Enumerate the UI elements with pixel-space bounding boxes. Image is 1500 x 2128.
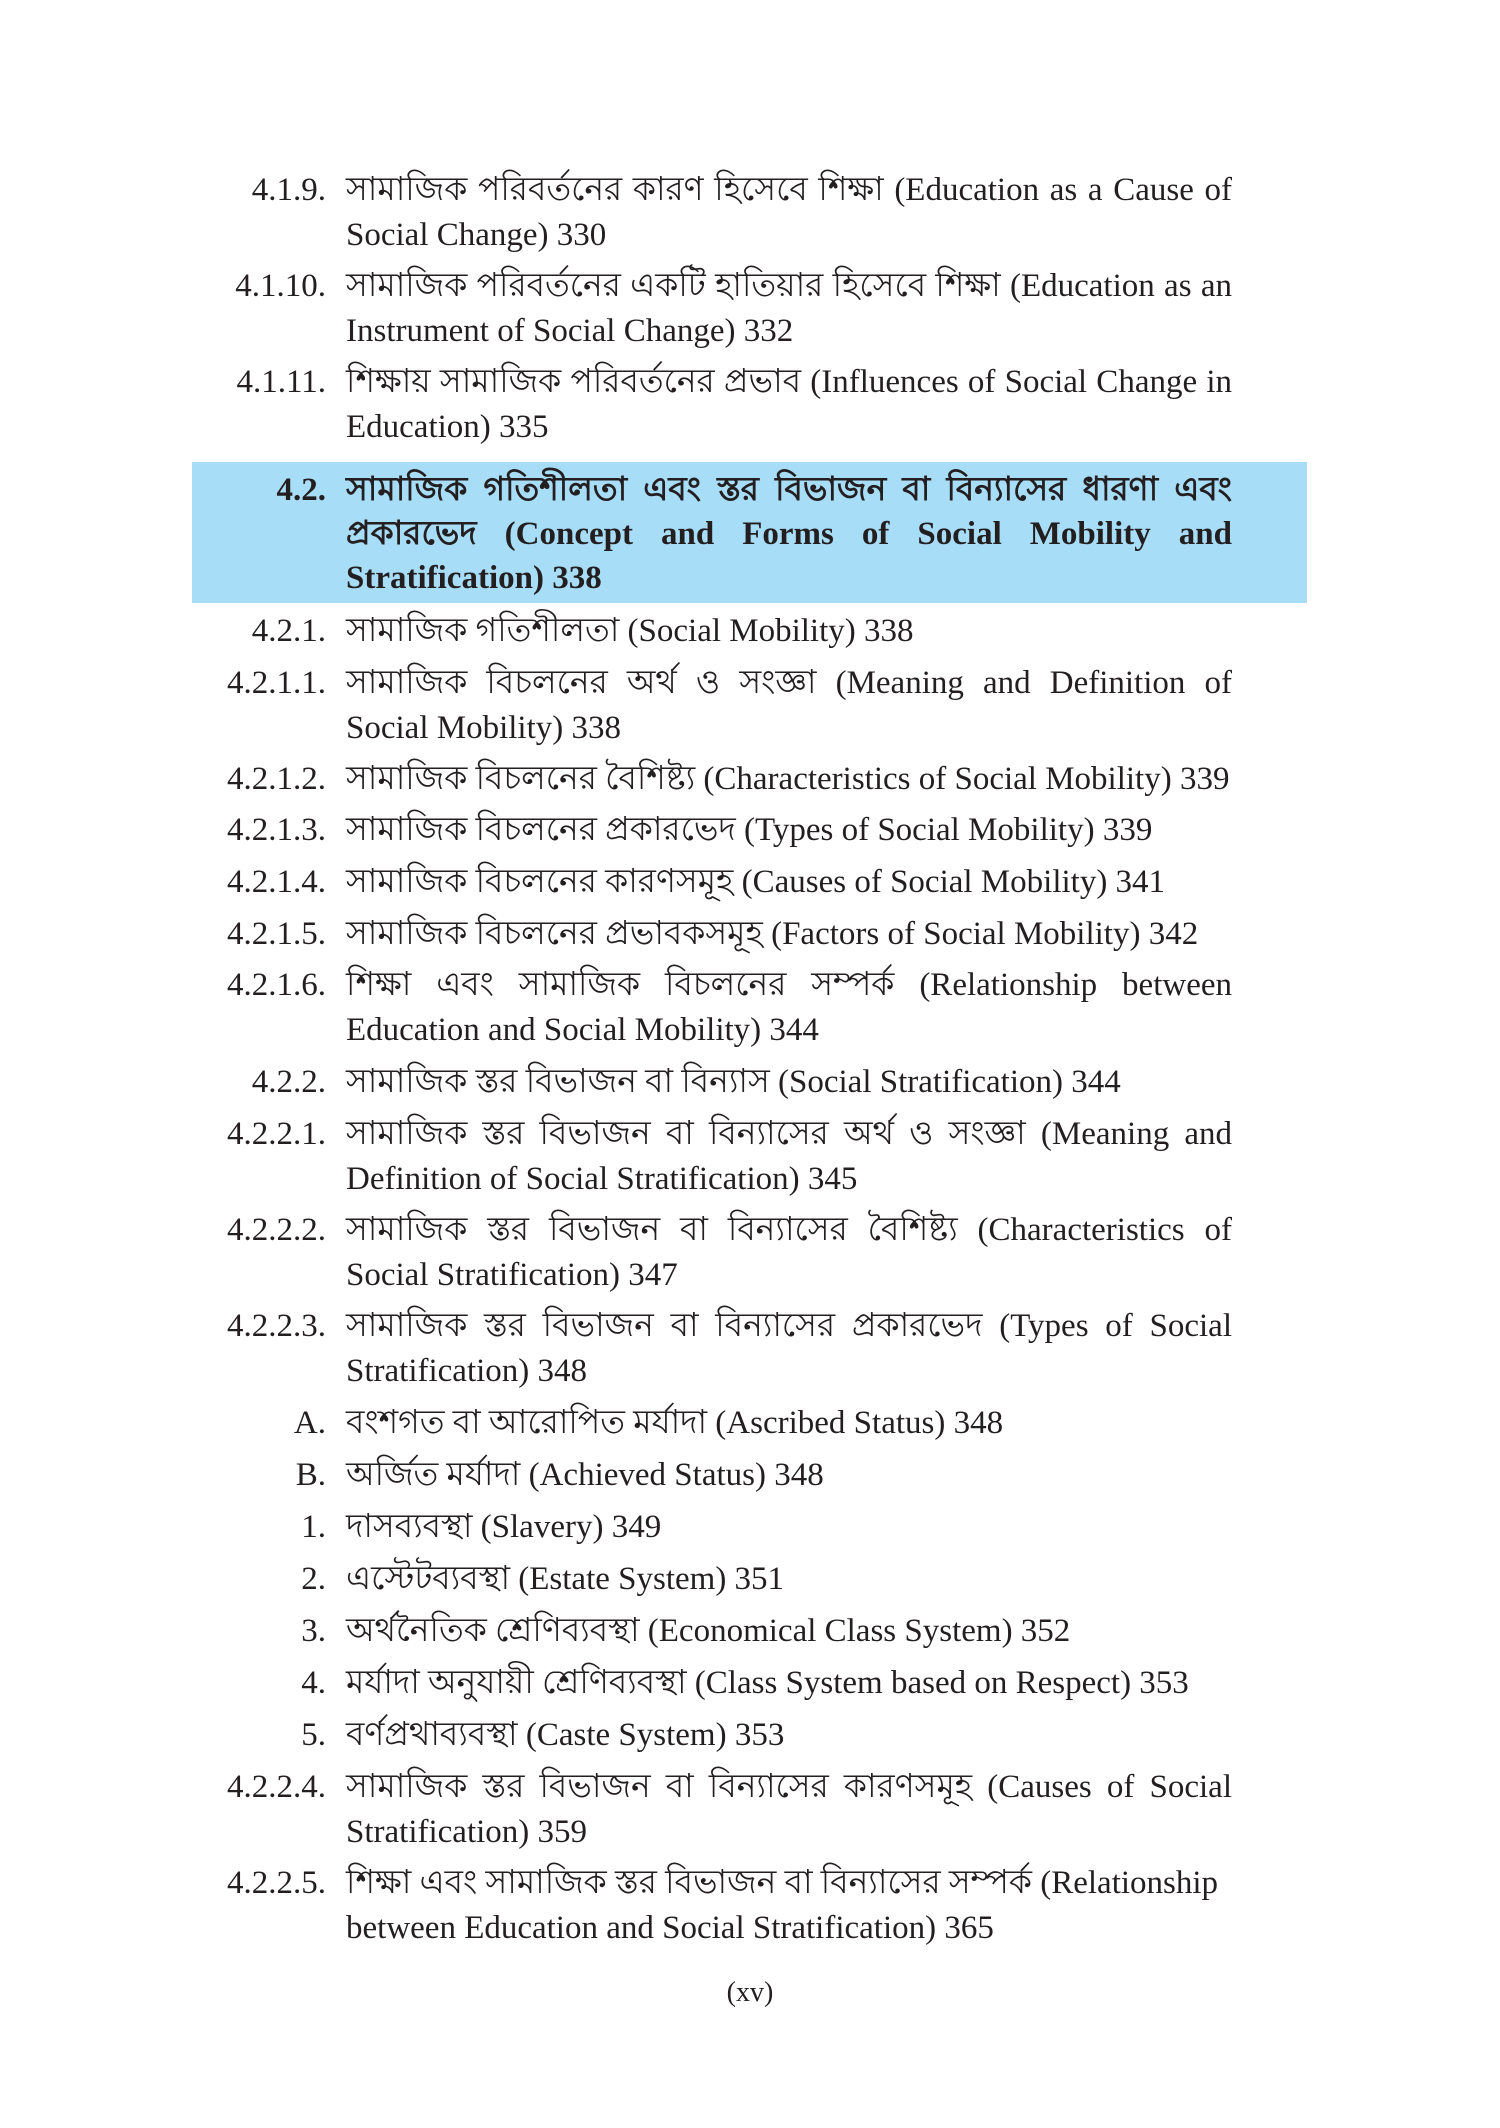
toc-entry[interactable] (192, 1304, 1232, 1394)
toc-entry[interactable] (192, 1208, 1232, 1298)
toc-entry[interactable] (192, 168, 1232, 258)
toc-entry-title: শিক্ষা এবং সামাজিক স্তর বিভাজন বা বিন্যাসের সম্পর্ক (Relationship between Education and Social Stratification) 365 (346, 1865, 1219, 1946)
toc-entry-number: 5. (301, 1717, 326, 1753)
toc-entry-title: অর্থনৈতিক শ্রেণিব্যবস্থা (Economical Class System) 352 (346, 1613, 1071, 1649)
toc-entry[interactable] (192, 1112, 1232, 1202)
toc-entry-number: 4.2.1.5. (227, 916, 326, 952)
toc-entry[interactable] (192, 1060, 1232, 1105)
toc-entry-number: 4.1.10. (235, 268, 326, 304)
toc-entry-title: সামাজিক স্তর বিভাজন বা বিন্যাসের কারণসমূহ (Causes of Social Stratification) 359 (346, 1769, 1232, 1850)
toc-entry[interactable] (192, 609, 1232, 654)
toc-subentry[interactable] (192, 1453, 1232, 1498)
toc-entry-number: 4.1.9. (251, 172, 326, 208)
toc-subentry[interactable] (192, 1401, 1232, 1446)
toc-entry-title: সামাজিক বিচলনের প্রভাবকসমূহ (Factors of Social Mobility) 342 (346, 916, 1199, 952)
toc-entry[interactable] (192, 757, 1232, 802)
toc-entry-title: সামাজিক স্তর বিভাজন বা বিন্যাস (Social Stratification) 344 (346, 1064, 1121, 1100)
toc-subentry[interactable] (192, 1661, 1268, 1706)
toc-subentry[interactable] (192, 1557, 1232, 1602)
toc-entry-number: 4.2.1.1. (227, 665, 326, 701)
toc-entry-number: 4.2.1.6. (227, 967, 326, 1003)
toc-entry-title: সামাজিক বিচলনের অর্থ ও সংজ্ঞা (Meaning and Definition of Social Mobility) 338 (346, 665, 1232, 746)
toc-entry-title: বর্ণপ্রথাব্যবস্থা (Caste System) 353 (346, 1717, 785, 1753)
toc-entry-number: B. (295, 1457, 326, 1493)
toc-entry-title: সামাজিক বিচলনের বৈশিষ্ট্য (Characteristics of Social Mobility) 339 (346, 761, 1230, 797)
toc-entry-title: সামাজিক স্তর বিভাজন বা বিন্যাসের প্রকারভেদ (Types of Social Stratification) 348 (346, 1308, 1232, 1389)
toc-entry-title: সামাজিক পরিবর্তনের কারণ হিসেবে শিক্ষা (Education as a Cause of Social Change) 330 (346, 172, 1232, 253)
toc-entry-title: শিক্ষা এবং সামাজিক বিচলনের সম্পর্ক (Relationship between Education and Social Mobility) 344 (346, 967, 1232, 1048)
toc-entry-title: সামাজিক বিচলনের প্রকারভেদ (Types of Social Mobility) 339 (346, 812, 1153, 848)
page-number: (xv) (726, 1977, 774, 2008)
toc-subentry[interactable] (192, 1609, 1232, 1654)
toc-entry-number: 2. (301, 1561, 326, 1597)
toc-subentry[interactable] (192, 1713, 1232, 1758)
toc-entry-number: 4.2.1.4. (227, 864, 326, 900)
toc-entry-number: 4.2.1.3. (227, 812, 326, 848)
toc-entry-number: 4. (301, 1665, 326, 1701)
toc-entry[interactable] (192, 963, 1232, 1053)
toc-entry-number: 4.2. (276, 472, 326, 508)
toc-entry-title: সামাজিক বিচলনের কারণসমূহ (Causes of Social Mobility) 341 (346, 864, 1166, 900)
toc-entry-number: 4.2.2.4. (227, 1769, 326, 1805)
toc-entry-number: 4.2.2.2. (227, 1212, 326, 1248)
toc-entry-title: মর্যাদা অনুযায়ী শ্রেণিব্যবস্থা (Class System based on Respect) 353 (346, 1665, 1189, 1701)
toc-entry-title: সামাজিক গতিশীলতা (Social Mobility) 338 (346, 613, 914, 649)
toc-section-heading[interactable] (192, 468, 1232, 600)
toc-entry-number: 4.2.2.5. (227, 1865, 326, 1901)
toc-entry[interactable] (192, 661, 1232, 751)
toc-entry-number: 4.2.2.1. (227, 1116, 326, 1152)
toc-entry[interactable] (192, 912, 1232, 957)
toc-entry-title: বংশগত বা আরোপিত মর্যাদা (Ascribed Status) 348 (346, 1405, 1004, 1441)
toc-subentry[interactable] (192, 1505, 1232, 1550)
toc-entry-number: 4.2.2.3. (227, 1308, 326, 1344)
toc-entry-title: এস্টেটব্যবস্থা (Estate System) 351 (346, 1561, 785, 1597)
toc-entry[interactable] (192, 1861, 1268, 1951)
toc-entry[interactable] (192, 360, 1232, 450)
toc-entry-number: 4.1.11. (236, 364, 326, 400)
toc-entry-number: 4.2.1. (251, 613, 326, 649)
toc-entry[interactable] (192, 1765, 1232, 1855)
toc-entry-title: অর্জিত মর্যাদা (Achieved Status) 348 (346, 1457, 824, 1493)
toc-entry-number: A. (293, 1405, 326, 1441)
toc-entry-title: দাসব্যবস্থা (Slavery) 349 (346, 1509, 662, 1545)
toc-entry[interactable] (192, 808, 1232, 853)
toc-entry[interactable] (192, 264, 1232, 354)
toc-entry-title: শিক্ষায় সামাজিক পরিবর্তনের প্রভাব (Influences of Social Change in Education) 335 (346, 364, 1232, 445)
highlighted-section (192, 462, 1307, 603)
toc-entry-title: সামাজিক গতিশীলতা এবং স্তর বিভাজন বা বিন্যাসের ধারণা এবং প্রকারভেদ (Concept and Forms of Social Mobility and Stratification) 338 (346, 472, 1232, 596)
toc-entry-title: সামাজিক স্তর বিভাজন বা বিন্যাসের বৈশিষ্ট্য (Characteristics of Social Stratification) 347 (346, 1212, 1232, 1293)
toc-entry-number: 4.2.2. (251, 1064, 326, 1100)
toc-entry-title: সামাজিক স্তর বিভাজন বা বিন্যাসের অর্থ ও সংজ্ঞা (Meaning and Definition of Social Stratification) 345 (346, 1116, 1232, 1197)
toc-entry-number: 3. (301, 1613, 326, 1649)
toc-entry-title: সামাজিক পরিবর্তনের একটি হাতিয়ার হিসেবে শিক্ষা (Education as an Instrument of Social Change) 332 (346, 268, 1232, 349)
toc-entry-number: 1. (301, 1509, 326, 1545)
toc-entry-number: 4.2.1.2. (227, 761, 326, 797)
toc-entry[interactable] (192, 860, 1232, 905)
